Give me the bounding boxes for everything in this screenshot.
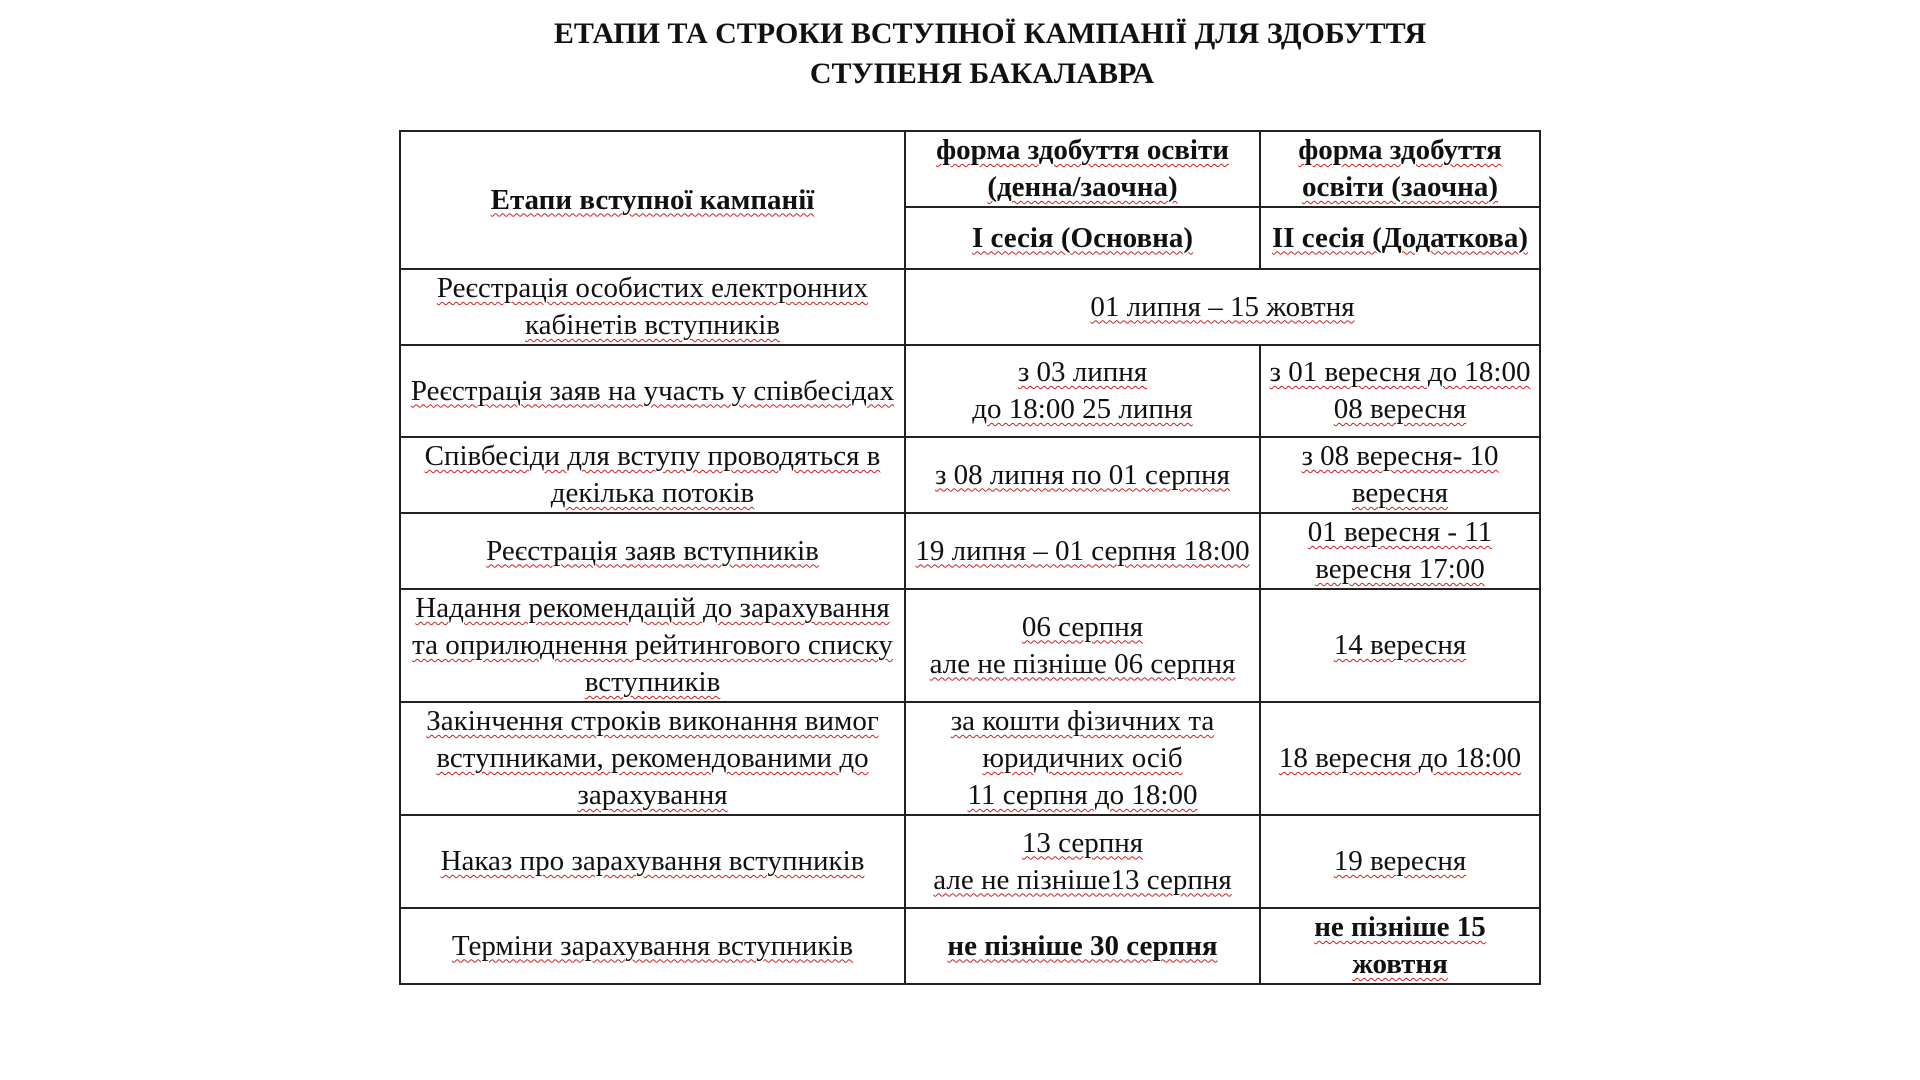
- header-form-day: форма здобуття освіти (денна/заочна): [905, 131, 1260, 207]
- admission-schedule-table: [399, 130, 1541, 985]
- session-1-cell: 06 серпня але не пізніше 06 серпня: [905, 589, 1260, 702]
- session-2-cell: з 01 вересня до 18:00 08 вересня: [1260, 345, 1540, 437]
- session-1-cell: 19 липня – 01 серпня 18:00: [905, 513, 1260, 589]
- stage-cell: Наказ про зарахування вступників: [400, 815, 905, 908]
- stage-cell: Терміни зарахування вступників: [400, 908, 905, 984]
- session-2-cell: 01 вересня - 11 вересня 17:00: [1260, 513, 1540, 589]
- header-form-extramural: форма здобуття освіти (заочна): [1260, 131, 1540, 207]
- stage-cell: Співбесіди для вступу проводяться в декілька потоків: [400, 437, 905, 513]
- table-row: [400, 437, 1540, 513]
- stage-cell: Реєстрація заяв на участь у співбесідах: [400, 345, 905, 437]
- header-row-1: [400, 131, 1540, 207]
- stage-cell: Закінчення строків виконання вимог вступниками, рекомендованими до зарахування: [400, 702, 905, 815]
- session-2-cell: з 08 вересня- 10 вересня: [1260, 437, 1540, 513]
- session-1-cell: з 08 липня по 01 серпня: [905, 437, 1260, 513]
- table-row: [400, 815, 1540, 908]
- table-row: [400, 702, 1540, 815]
- header-session-1: I сесія (Основна): [905, 207, 1260, 269]
- session-2-cell: 18 вересня до 18:00: [1260, 702, 1540, 815]
- session-2-cell: 19 вересня: [1260, 815, 1540, 908]
- session-2-cell: не пізніше 15 жовтня: [1260, 908, 1540, 984]
- title-line-2: СТУПЕНЯ БАКАЛАВРА: [809, 57, 1155, 90]
- table-row: [400, 345, 1540, 437]
- session-1-cell: не пізніше 30 серпня: [905, 908, 1260, 984]
- table-row: [400, 908, 1540, 984]
- stage-cell: Реєстрація особистих електронних кабінетів вступників: [400, 269, 905, 345]
- stage-cell: Надання рекомендацій до зарахування та оприлюднення рейтингового списку вступників: [400, 589, 905, 702]
- session-1-cell: 13 серпня але не пізніше13 серпня: [905, 815, 1260, 908]
- header-stages: Етапи вступної кампанії: [400, 131, 905, 269]
- session-1-cell: з 03 липня до 18:00 25 липня: [905, 345, 1260, 437]
- title-line-1: ЕТАПИ ТА СТРОКИ ВСТУПНОЇ КАМПАНІЇ ДЛЯ ЗДОБУТТЯ: [553, 17, 1427, 50]
- header-session-2: II сесія (Додаткова): [1260, 207, 1540, 269]
- merged-date-cell: 01 липня – 15 жовтня: [905, 269, 1540, 345]
- table-row: [400, 269, 1540, 345]
- document-title: [0, 14, 1920, 94]
- table-row: [400, 513, 1540, 589]
- table-row: [400, 589, 1540, 702]
- session-1-cell: за кошти фізичних та юридичних осіб 11 серпня до 18:00: [905, 702, 1260, 815]
- stage-cell: Реєстрація заяв вступників: [400, 513, 905, 589]
- session-2-cell: 14 вересня: [1260, 589, 1540, 702]
